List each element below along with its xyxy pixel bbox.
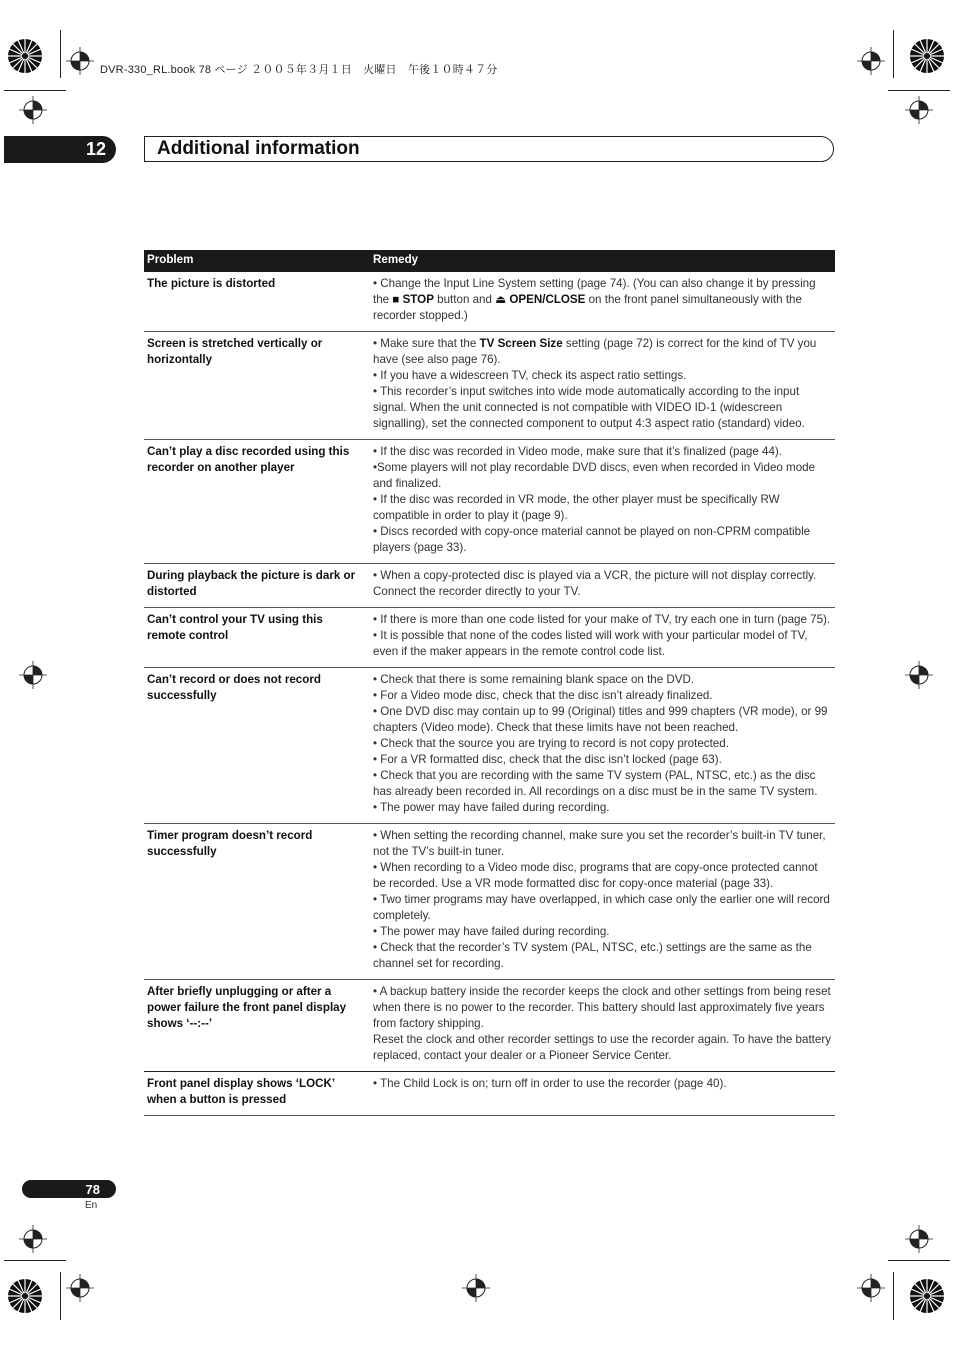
crosshair-target-icon bbox=[857, 1274, 885, 1302]
problem-cell: Can’t control your TV using this remote control bbox=[144, 608, 370, 668]
crop-mark-br-h bbox=[888, 1260, 950, 1261]
remedy-line: • When recording to a Video mode disc, programs that are copy-once protected cannot be recorded. Use a VR mode formatted disc for copy-once material (page 33). bbox=[373, 861, 818, 890]
remedy-line: • If the disc was recorded in Video mode, make sure that it’s finalized (page 44). bbox=[373, 445, 782, 458]
table-row bbox=[144, 668, 835, 824]
remedy-line: • A backup battery inside the recorder keeps the clock and other settings from being reset when there is no power to the recorder. This battery should last approximately five years from factory shipping. bbox=[373, 985, 831, 1030]
remedy-line: • For a VR formatted disc, check that the disc isn’t locked (page 63). bbox=[373, 753, 722, 766]
column-header-problem: Problem bbox=[144, 250, 370, 272]
crosshair-target-icon bbox=[19, 661, 47, 689]
table-row bbox=[144, 272, 835, 332]
remedy-line: • The power may have failed during recording. bbox=[373, 801, 610, 814]
problem-cell: After briefly unplugging or after a power failure the front panel display shows ‘--:--’ bbox=[144, 980, 370, 1072]
table-row bbox=[144, 1072, 835, 1116]
remedy-line: • Change the Input Line System setting (page 74). (You can also change it by pressing the ■ STOP button and ⏏ OPEN/CLOSE on the front panel simultaneously with the recorder stopped.) bbox=[373, 277, 816, 322]
print-header: DVR-330_RL.book 78 ページ ２００５年３月１日 火曜日 午後１０時４７分 bbox=[100, 64, 498, 76]
bold-term: ■ STOP bbox=[392, 293, 434, 306]
problem-cell: Screen is stretched vertically or horizontally bbox=[144, 332, 370, 440]
remedy-line: • If you have a widescreen TV, check its aspect ratio settings. bbox=[373, 369, 687, 382]
chapter-title: Additional information bbox=[157, 138, 360, 159]
table-row bbox=[144, 440, 835, 564]
remedy-cell bbox=[370, 980, 835, 1072]
remedy-cell bbox=[370, 564, 835, 608]
starburst-target-icon bbox=[6, 37, 44, 75]
crop-mark-br-v bbox=[893, 1272, 894, 1320]
crop-mark-tr-v bbox=[893, 30, 894, 78]
remedy-line: • When setting the recording channel, make sure you set the recorder’s built-in TV tuner, not the TV’s built-in tuner. bbox=[373, 829, 826, 858]
bold-term: ⏏ OPEN/CLOSE bbox=[495, 293, 586, 306]
table-row bbox=[144, 608, 835, 668]
remedy-line: • If there is more than one code listed for your make of TV, try each one in turn (page 75). bbox=[373, 613, 831, 626]
troubleshooting-table bbox=[144, 250, 835, 1116]
problem-cell: The picture is distorted bbox=[144, 272, 370, 332]
crosshair-target-icon bbox=[66, 1274, 94, 1302]
crosshair-target-icon bbox=[19, 1225, 47, 1253]
remedy-line: • The Child Lock is on; turn off in order to use the recorder (page 40). bbox=[373, 1077, 727, 1090]
remedy-line: • For a Video mode disc, check that the disc isn’t already finalized. bbox=[373, 689, 713, 702]
remedy-cell bbox=[370, 272, 835, 332]
remedy-line: • Discs recorded with copy-once material cannot be played on non-CPRM compatible players (page 33). bbox=[373, 525, 811, 554]
remedy-line: • One DVD disc may contain up to 99 (Original) titles and 999 chapters (VR mode), or 99 chapters (Video mode). Check that these limits have not been reached. bbox=[373, 705, 828, 734]
starburst-target-icon bbox=[6, 1277, 44, 1315]
crop-mark-tl-h bbox=[4, 90, 66, 91]
crosshair-target-icon bbox=[857, 47, 885, 75]
crop-mark-tl-v bbox=[60, 30, 61, 78]
starburst-target-icon bbox=[908, 37, 946, 75]
remedy-cell bbox=[370, 1072, 835, 1116]
crosshair-target-icon bbox=[462, 1274, 490, 1302]
remedy-line: • If the disc was recorded in VR mode, the other player must be specifically RW compatible in order to play it (page 9). bbox=[373, 493, 780, 522]
remedy-line: • Check that the recorder’s TV system (PAL, NTSC, etc.) settings are the same as the channel set for recording. bbox=[373, 941, 812, 970]
remedy-cell bbox=[370, 824, 835, 980]
remedy-line: • When a copy-protected disc is played via a VCR, the picture will not display correctly. Connect the recorder directly to your TV. bbox=[373, 569, 817, 598]
remedy-line: •Some players will not play recordable DVD discs, even when recorded in Video mode and finalized. bbox=[373, 461, 816, 490]
table-row bbox=[144, 980, 835, 1072]
remedy-line: • Check that you are recording with the same TV system (PAL, NTSC, etc.) as the disc has already been recorded in. All recordings on a disc must be in the same TV system. bbox=[373, 769, 818, 798]
crosshair-target-icon bbox=[905, 1225, 933, 1253]
chapter-number-tab: 12 bbox=[4, 136, 116, 163]
remedy-cell bbox=[370, 608, 835, 668]
problem-cell: Can’t record or does not record successfully bbox=[144, 668, 370, 824]
remedy-line: • The power may have failed during recording. bbox=[373, 925, 610, 938]
starburst-target-icon bbox=[908, 1277, 946, 1315]
remedy-cell bbox=[370, 668, 835, 824]
problem-cell: Can’t play a disc recorded using this recorder on another player bbox=[144, 440, 370, 564]
remedy-cell bbox=[370, 440, 835, 564]
remedy-line: Reset the clock and other recorder settings to use the recorder again. To have the battery replaced, contact your dealer or a Pioneer Service Center. bbox=[373, 1033, 832, 1062]
crosshair-target-icon bbox=[905, 96, 933, 124]
remedy-line: • Check that there is some remaining blank space on the DVD. bbox=[373, 673, 695, 686]
remedy-line: • Two timer programs may have overlapped, in which case only the earlier one will record completely. bbox=[373, 893, 830, 922]
remedy-line: • Make sure that the TV Screen Size setting (page 72) is correct for the kind of TV you have (see also page 76). bbox=[373, 337, 817, 366]
remedy-line: • Check that the source you are trying to record is not copy protected. bbox=[373, 737, 729, 750]
crop-mark-bl-v bbox=[60, 1272, 61, 1320]
crosshair-target-icon bbox=[19, 96, 47, 124]
problem-cell: During playback the picture is dark or distorted bbox=[144, 564, 370, 608]
bold-term: TV Screen Size bbox=[479, 337, 563, 350]
remedy-line: • It is possible that none of the codes listed will work with your particular model of TV, even if the maker appears in the remote control code list. bbox=[373, 629, 808, 658]
table-row bbox=[144, 824, 835, 980]
problem-cell: Front panel display shows ‘LOCK’ when a button is pressed bbox=[144, 1072, 370, 1116]
table-row bbox=[144, 564, 835, 608]
crop-mark-bl-h bbox=[4, 1260, 66, 1261]
remedy-line: • This recorder’s input switches into wide mode automatically according to the input signal. When the unit connected is not compatible with VIDEO ID-1 (widescreen signalling), set the connected component to output 4:3 aspect ratio (standard) video. bbox=[373, 385, 805, 430]
problem-cell: Timer program doesn’t record successfully bbox=[144, 824, 370, 980]
column-header-remedy: Remedy bbox=[370, 250, 835, 272]
crosshair-target-icon bbox=[66, 47, 94, 75]
page-number-tab: 78 bbox=[22, 1180, 116, 1198]
chapter-title-bar bbox=[144, 136, 834, 162]
crop-mark-tr-h bbox=[888, 90, 950, 91]
table-header-row bbox=[144, 250, 835, 272]
crosshair-target-icon bbox=[905, 661, 933, 689]
page-language-label: En bbox=[85, 1200, 98, 1211]
remedy-cell bbox=[370, 332, 835, 440]
table-row bbox=[144, 332, 835, 440]
